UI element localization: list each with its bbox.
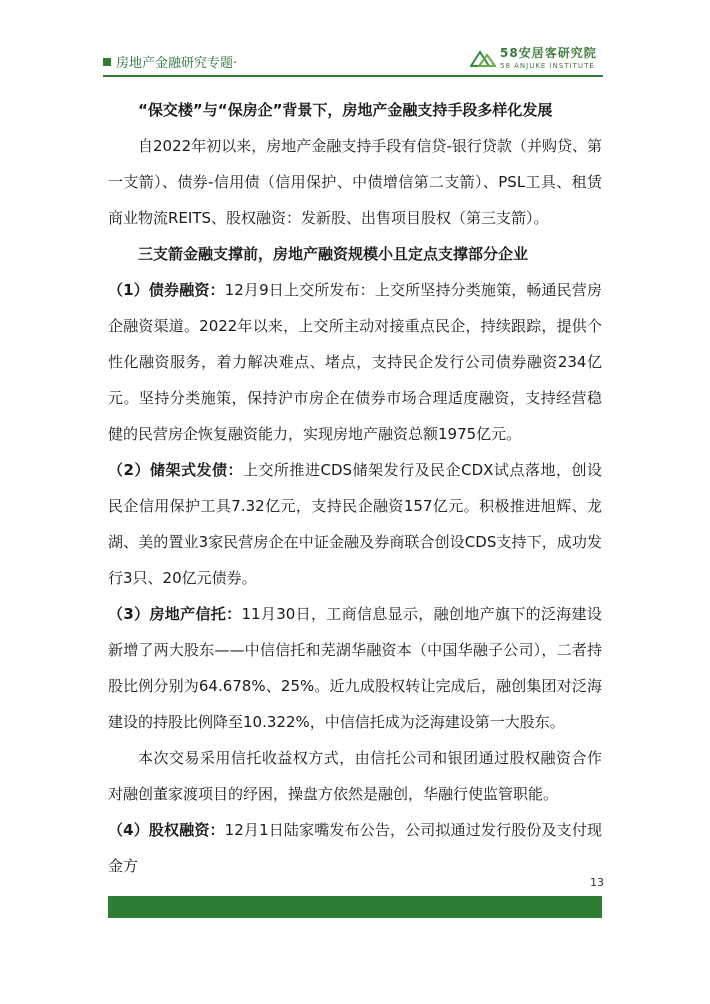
logo-english-name: 58 ANJUKE INSTITUTE [500, 62, 595, 70]
logo-house-icon [470, 46, 496, 68]
item-text: 12月9日上交所发布：上交所坚持分类施策，畅通民营房企融资渠道。2022年以来，上交所主动对接重点民企，持续跟踪，提供个性化融资服务，着力解决难点、堵点，支持民企发行公司债券融资234亿元。坚持分类施策，保持沪市房企在债券市场合理适度融资，支持经营稳健的民营房企恢复融资能力，实现房地产融资总额1975亿元。 [108, 281, 602, 443]
page-number: 13 [590, 876, 604, 889]
section-heading-2: 三支箭金融支撑前，房地产融资规模小且定点支撑部分企业 [138, 245, 529, 263]
section-heading-1: “保交楼”与“保房企”背景下，房地产金融支持手段多样化发展 [138, 101, 553, 119]
item-text: 11月30日，工商信息显示，融创地产旗下的泛海建设新增了两大股东——中信信托和芜湖华融资本（中国华融子公司），二者持股比例分别为64.678%、25%。近九成股权转让完成后，融创集团对泛海建设的持股比例降至10.322%，中信信托成为泛海建设第一大股东。 [108, 605, 602, 731]
item-shelf-issuance [108, 452, 602, 596]
header-title: 房地产金融研究专题· [116, 56, 238, 71]
document-body [108, 92, 602, 884]
page-header [0, 0, 710, 80]
item-label: （2）储架式发债： [108, 461, 243, 479]
item-equity-financing [108, 812, 602, 884]
paragraph-transaction: 本次交易采用信托收益权方式，由信托公司和银团通过股权融资合作对融创董家渡项目的纾困，操盘方依然是融创，华融行使监管职能。 [108, 749, 602, 803]
item-text: 上交所推进CDS储架发行及民企CDX试点落地，创设民企信用保护工具7.32亿元，支持民企融资157亿元。积极推进旭辉、龙湖、美的置业3家民营房企在中证金融及券商联合创设CDS支持下，成功发行3只、20亿元债券。 [108, 461, 602, 587]
footer-green-bar [108, 896, 602, 918]
header-divider [103, 75, 603, 77]
institute-logo [470, 44, 610, 74]
item-bond-financing [108, 272, 602, 452]
header-square-marker [103, 58, 111, 66]
item-label: （1）债券融资： [108, 281, 225, 299]
item-label: （3）房地产信托： [108, 605, 242, 623]
item-text: 12月1日陆家嘴发布公告，公司拟通过发行股份及支付现金方 [108, 821, 602, 875]
item-label: （4）股权融资： [108, 821, 225, 839]
paragraph-intro: 自2022年初以来，房地产金融支持手段有信贷-银行贷款（并购贷、第一支箭）、债券-信用债（信用保护、中债增信第二支箭）、PSL工具、租赁商业物流REITS、股权融资：发新股、出售项目股权（第三支箭）。 [108, 137, 602, 227]
logo-chinese-name: 58安居客研究院 [500, 46, 597, 60]
item-real-estate-trust [108, 596, 602, 740]
